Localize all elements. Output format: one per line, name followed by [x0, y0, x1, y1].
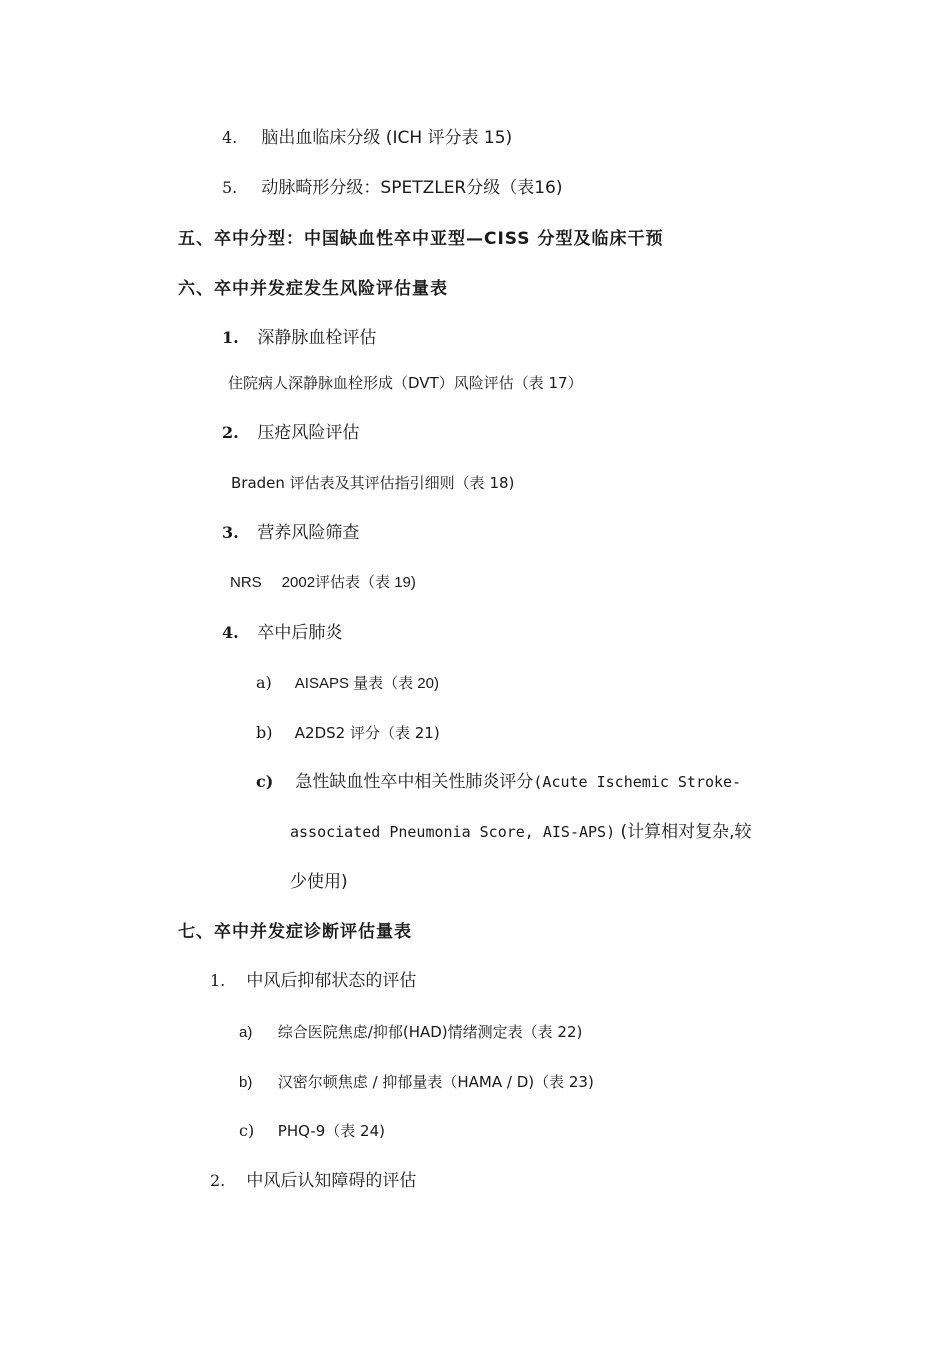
- sub-item-text-cn: (计算相对复杂,较: [620, 822, 752, 842]
- sub-item-text: A2DS2 评分（表 21): [294, 724, 440, 742]
- list-item-text: 卒中后肺炎: [257, 623, 343, 643]
- braden-detail: Braden 评估表及其评估指引细则（表 18): [231, 474, 515, 492]
- sub-item-text: 汉密尔顿焦虑 / 抑郁量表（HAMA / D)（表 23): [277, 1073, 594, 1091]
- nrs-label: NRS: [230, 574, 262, 591]
- sub-item-text: AISAPS 量表（表 20): [294, 675, 439, 692]
- list-item-text: 深静脉血栓评估: [257, 328, 377, 348]
- list-item-nutrition: [222, 521, 359, 545]
- section-heading-stroke-classification: 五、卒中分型：中国缺血性卒中亚型—CISS 分型及临床干预: [178, 229, 664, 249]
- sub-item-ais-aps: [256, 770, 741, 794]
- section-heading-complication-diagnosis: 七、卒中并发症诊断评估量表: [178, 922, 412, 942]
- list-number: 1.: [210, 971, 226, 990]
- list-item-text: 压疮风险评估: [257, 423, 360, 443]
- sub-item-letter: a): [239, 1024, 253, 1041]
- list-item-post-stroke-cognition: [210, 1169, 416, 1193]
- sub-item-had: [239, 1020, 582, 1044]
- list-number: 1.: [222, 328, 239, 347]
- list-item-text: 中风后抑郁状态的评估: [246, 971, 417, 991]
- sub-item-a2ds2: [256, 721, 440, 745]
- nrs-text: 评估表（表 19): [315, 574, 416, 591]
- list-item-pneumonia: [222, 621, 342, 645]
- sub-item-aisaps: [256, 671, 439, 695]
- sub-item-letter: c): [256, 772, 274, 791]
- list-item-text: 动脉畸形分级：SPETZLER分级（表16): [261, 178, 563, 198]
- list-number: 4.: [222, 623, 239, 642]
- sub-item-ais-aps-continued: [290, 820, 752, 844]
- list-number: 4.: [222, 128, 238, 147]
- list-number: 3.: [222, 523, 239, 542]
- list-item-text: 营养风险筛查: [257, 523, 360, 543]
- list-number: 2.: [210, 1171, 226, 1190]
- sub-item-letter: c): [239, 1121, 255, 1140]
- list-item-text: 脑出血临床分级 (ICH 评分表 15): [261, 128, 513, 148]
- sub-item-letter: b): [239, 1074, 253, 1091]
- list-number: 2.: [222, 423, 239, 442]
- sub-item-text-cn: 急性缺血性卒中相关性肺炎评分: [295, 772, 534, 792]
- list-item-dvt: [222, 326, 376, 350]
- sub-item-text: 综合医院焦虑/抑郁(HAD)情绪测定表（表 22): [277, 1023, 583, 1041]
- list-item-ich-grading: [222, 126, 512, 150]
- sub-item-phq9: [239, 1119, 385, 1143]
- list-number: 5.: [222, 178, 238, 197]
- list-item-post-stroke-depression: [210, 969, 416, 993]
- sub-item-ais-aps-continued-2: 少使用): [290, 872, 348, 892]
- sub-item-hama: [239, 1070, 594, 1094]
- sub-item-text-en: associated Pneumonia Score, AIS-APS): [290, 823, 616, 841]
- nrs-year: 2002: [281, 574, 316, 591]
- list-item-text: 中风后认知障碍的评估: [246, 1171, 417, 1191]
- sub-item-letter: b): [256, 723, 273, 742]
- list-item-avm-grading: [222, 176, 563, 200]
- sub-item-letter: a): [256, 673, 272, 692]
- list-item-pressure-ulcer: [222, 421, 359, 445]
- section-heading-complication-risk: 六、卒中并发症发生风险评估量表: [178, 279, 448, 299]
- nrs-detail: [230, 571, 416, 595]
- sub-item-text: PHQ-9（表 24): [277, 1122, 385, 1140]
- sub-item-text-en: (Acute Ischemic Stroke-: [533, 773, 742, 791]
- dvt-detail: 住院病人深静脉血栓形成（DVT）风险评估（表 17）: [228, 374, 583, 392]
